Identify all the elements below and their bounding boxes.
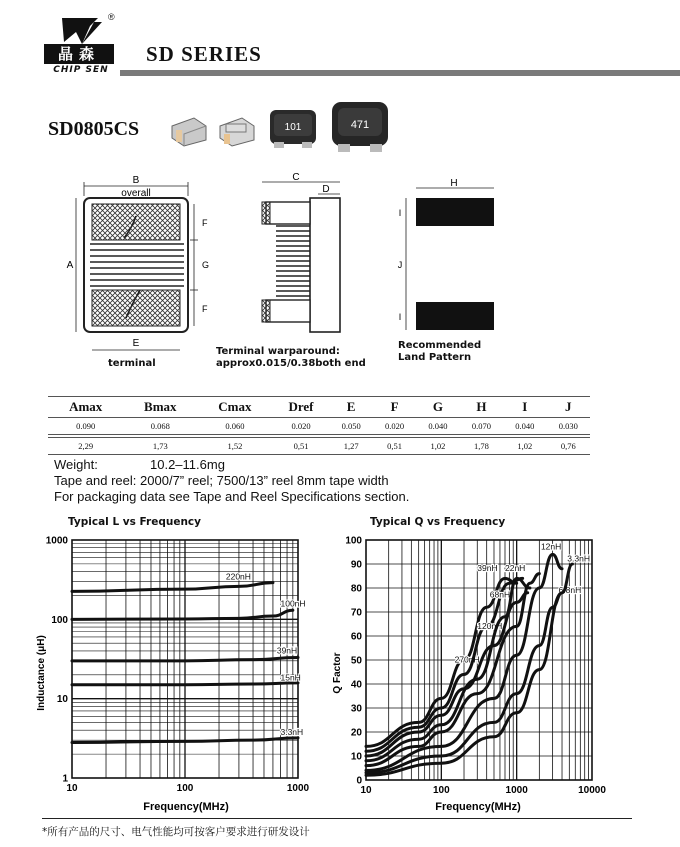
caption-land-2: Land Pattern [398,352,472,363]
y-tick-label: 30 [350,703,362,715]
photo-inductor-4 [332,102,388,152]
model-number: SD0805CS [48,118,140,140]
dim-label-e: E [132,338,140,349]
q-chart-xlabel: Frequency(MHz) [435,801,521,813]
spec-cell: 0.030 [547,418,590,435]
spec-cell: 0.090 [48,418,123,435]
spec-cell: 0.020 [373,418,416,435]
spec-row-inch [48,418,590,435]
series-label: 270nH [454,654,480,665]
side-view [262,172,340,332]
dim-label-h: H [450,178,458,189]
spec-header: I [503,397,546,418]
y-tick-label: 90 [350,559,362,571]
tape-value: 2000/7” reel; 7500/13” reel 8mm tape width [140,473,389,488]
series-label: 120nH [477,620,503,631]
caption-warparound-1: Terminal warparound: [216,346,340,357]
dimension-drawings [40,168,640,368]
spec-header: J [547,397,590,418]
dim-label-g: G [202,260,210,270]
dim-label-f-top: F [202,218,208,228]
l-chart-ylabel: Inductance (μH) [36,635,47,711]
x-tick-label: 1000 [286,783,310,794]
land-pattern [398,178,494,330]
packaging-note: For packaging data see Tape and Reel Specifications section. [54,489,410,504]
y-tick-label: 40 [350,679,362,691]
spec-header: H [460,397,503,418]
series-label: 3.3nH [567,553,590,564]
y-tick-label: 10 [350,751,362,763]
spec-cell: 1,52 [197,438,272,455]
series-label: 68nH [489,589,511,600]
x-tick-label: 10000 [578,785,606,796]
spec-cell: 1,02 [416,438,459,455]
y-tick-label: 20 [350,727,362,739]
header-rule [120,70,680,76]
l-chart-xlabel: Frequency(MHz) [143,801,229,813]
weight-label: Weight: [54,457,98,472]
l-vs-frequency-chart [30,528,320,816]
series-label: 12nH [540,541,562,552]
y-tick-label: 10 [56,694,68,706]
y-tick-label: 1000 [45,535,68,547]
series-label: 3.3nH [280,726,304,737]
y-tick-label: 1 [62,773,68,785]
spec-cell: 0.020 [273,418,330,435]
weight-value: 10.2–11.6mg [150,457,225,472]
y-tick-label: 70 [350,607,362,619]
y-tick-label: 80 [350,583,362,595]
chart-title-l: Typical L vs Frequency [68,516,201,528]
dim-label-i-bottom: I [398,312,402,322]
x-tick-label: 10 [360,785,372,796]
series-label: 100nH [280,598,306,609]
dim-label-d: D [322,184,330,195]
caption-warparound-2: approx0.015/0.38both end [216,358,366,369]
series-label: 6.8nH [558,584,582,595]
registered-mark: ® [108,12,115,22]
spec-header: Bmax [123,397,197,418]
photo-marking-471: 471 [350,119,370,131]
y-tick-label: 60 [350,631,362,643]
series-label: 22nH [504,563,526,574]
dim-label-overall: overall [121,188,151,199]
spec-header: Amax [48,397,123,418]
spec-header: E [329,397,372,418]
chart-title-q: Typical Q vs Frequency [370,516,506,528]
spec-cell: 1,73 [123,438,197,455]
spec-header: F [373,397,416,418]
dim-label-c: C [292,172,300,183]
spec-header: G [416,397,459,418]
dimension-spec-table [48,396,590,455]
y-tick-label: 50 [350,655,362,667]
product-photos [162,96,402,162]
tape-label: Tape and reel: [54,473,137,488]
spec-cell: 0.070 [460,418,503,435]
series-title: SD SERIES [146,42,262,66]
caption-land-1: Recommended [398,340,482,351]
spec-cell: 0.040 [416,418,459,435]
logo-english-text: CHIP SEN [53,65,109,75]
series-label: 39nH [276,645,298,656]
spec-cell: 0.040 [503,418,546,435]
spec-cell: 0.050 [329,418,372,435]
x-tick-label: 100 [176,783,194,794]
spec-header-row [48,397,590,418]
spec-row-mm [48,438,590,455]
y-tick-label: 100 [345,535,362,547]
spec-cell: 0,76 [547,438,590,455]
photo-inductor-3 [270,110,316,148]
x-tick-label: 100 [432,785,450,796]
photo-inductor-1 [172,118,206,146]
dim-label-a: A [66,260,74,271]
q-chart-ylabel: Q Factor [332,652,343,694]
spec-cell: 0,51 [273,438,330,455]
dim-label-b: B [132,175,140,186]
dim-label-f-bottom: F [202,304,208,314]
x-tick-label: 10 [66,783,78,794]
q-vs-frequency-chart [328,528,618,816]
series-label: 39nH [477,563,498,574]
logo-chinese-text: 晶森 [44,44,114,64]
footer-rule [42,818,632,819]
footer-note: *所有产品的尺寸、电气性能均可按客户要求进行研发设计 [42,826,310,838]
spec-cell: 1,02 [503,438,546,455]
spec-notes [54,457,409,505]
spec-cell: 1,78 [460,438,503,455]
series-label: 15nH [280,672,301,683]
spec-cell: 2,29 [48,438,123,455]
spec-cell: 1,27 [329,438,372,455]
series-label: 220nH [225,571,251,582]
spec-cell: 0.060 [197,418,272,435]
spec-cell: 0,51 [373,438,416,455]
photo-marking-101: 101 [284,122,302,133]
dim-label-j: J [397,260,403,270]
photo-inductor-2 [220,118,254,146]
dim-label-i-top: I [398,208,402,218]
y-tick-label: 100 [51,614,68,626]
spec-cell: 0.068 [123,418,197,435]
spec-header: Dref [273,397,330,418]
x-tick-label: 1000 [505,785,528,796]
front-view [67,175,209,350]
y-tick-label: 0 [356,775,362,787]
caption-terminal: terminal [108,358,156,369]
spec-header: Cmax [197,397,272,418]
